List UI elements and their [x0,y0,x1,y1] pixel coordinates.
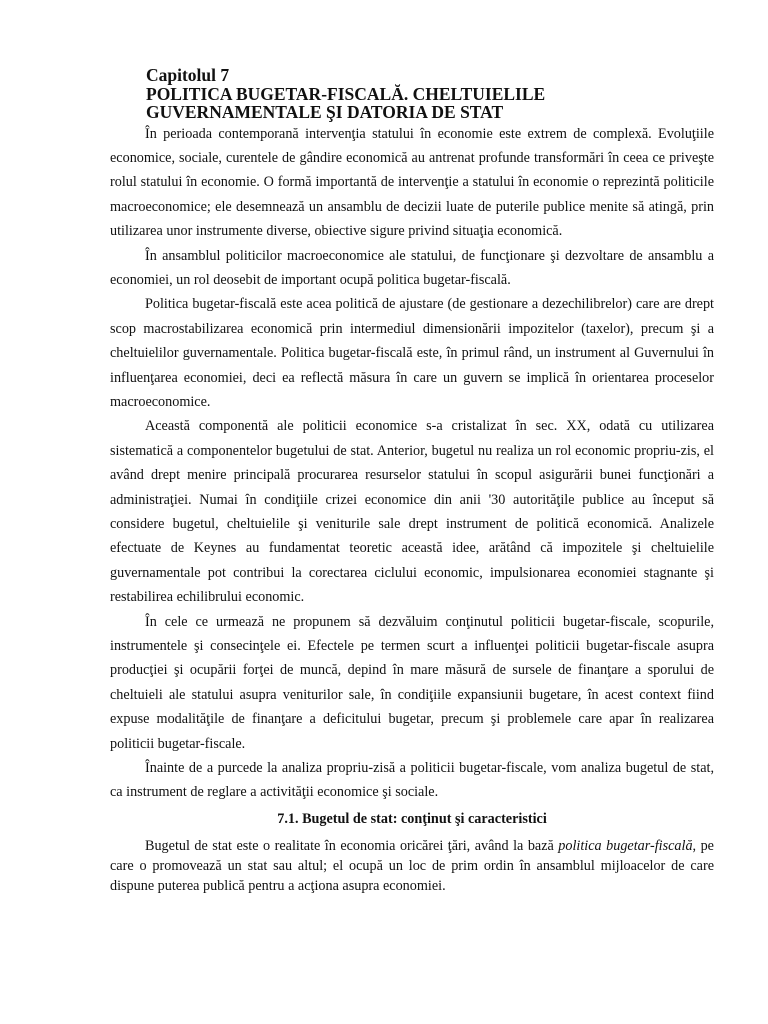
paragraph-6: Înainte de a purcede la analiza propriu-zisă a politicii bugetar-fiscale, vom analiza bugetul de stat, ca instrument de reglare a activităţii economice şi sociale. [110,760,714,801]
paragraph-7-emphasis: politica bugetar-fiscală [558,837,693,854]
paragraph-7-text-before: Bugetul de stat este o realitate în economia oricărei ţări, având la bază [145,837,559,854]
paragraph-1: În perioada contemporană intervenţia statului în economie este extrem de complexă. Evoluţiile economice, sociale, curentele de gândire economică au antrenat profunde transformări în ceea ce priveşte rolul statului în economie. O formă importantă de intervenţie a statului în economie o reprezintă politicile macroeconomice; ele desemnează un ansamblu de decizii luate de puterile publice menite să atingă, prin utilizarea unor instrumente diverse, obiective sigure privind situaţia economică. [110,125,714,240]
paragraph-7 [110,836,714,896]
paragraph-3: Politica bugetar-fiscală este acea politică de ajustare (de gestionare a dezechilibrelor) care are drept scop macrostabilizarea economică prin intermediul dimensionării impozitelor (taxelor), precum şi a cheltuielilor guvernamentale. Politica bugetar-fiscală este, în primul rând, un instrument al Guvernului în influenţarea economiei, deci ea reflectă măsura în care un guvern se implică în orientarea proceselor macroeconomice. [110,296,714,410]
paragraph-7-text-after: , pe care o promovează un stat sau altul; el ocupă un loc de prim ordin în ansamblul mijloacelor de care dispune puterea publică pentru a acţiona asupra economiei. [110,837,714,894]
section-title: 7.1. Bugetul de stat: conţinut şi caracteristici [277,810,547,827]
chapter-title-line-2: GUVERNAMENTALE ŞI DATORIA DE STAT [146,102,504,122]
paragraph-5: În cele ce urmează ne propunem să dezvăluim conţinutul politicii bugetar-fiscale, scopurile, instrumentele şi consecinţele ei. Efectele pe termen scurt a influenţei politicii bugetar-fiscale asupra producţiei şi ocupării forţei de muncă, depind în mare măsură de sursele de finanţare a sporului de cheltuieli ale statului asupra veniturilor sale, în condiţiile expansiunii bugetare, în acest context fiind expuse modalităţile de finanţare a deficitului bugetar, precum şi problemele care apar în realizarea politicii bugetar-fiscale. [110,613,714,752]
document-page [110,66,714,896]
chapter-title-line-1: POLITICA BUGETAR-FISCALĂ. CHELTUIELILE [146,83,546,104]
paragraph-4: Această componentă ale politicii economice s-a cristalizat în sec. XX, odată cu utilizarea sistematică a componentelor bugetului de stat. Anterior, bugetul nu realiza un rol economic propriu-zis, el având drept menire principală procurarea resurselor statului în scopul asigurării bunei funcţionări a administraţiei. Numai în condiţiile crizei economice din anii '30 autorităţile publice au început să considere bugetul, cheltuielile şi veniturile sale drept instrument de politică economică. Analizele efectuate de Keynes au fundamentat teoretic această idee, arătând că impozitele şi cheltuielile guvernamentale pot contribui la corectarea ciclului economic, impulsionarea economiei stagnante şi restabilirea echilibrului economic. [110,418,714,606]
chapter-number: Capitolul 7 [146,65,230,85]
chapter-heading [146,66,714,122]
paragraph-2: În ansamblul politicilor macroeconomice ale statului, de funcţionare şi dezvoltare de ansamblu a economiei, un rol deosebit de important ocupă politica bugetar-fiscală. [110,247,714,288]
